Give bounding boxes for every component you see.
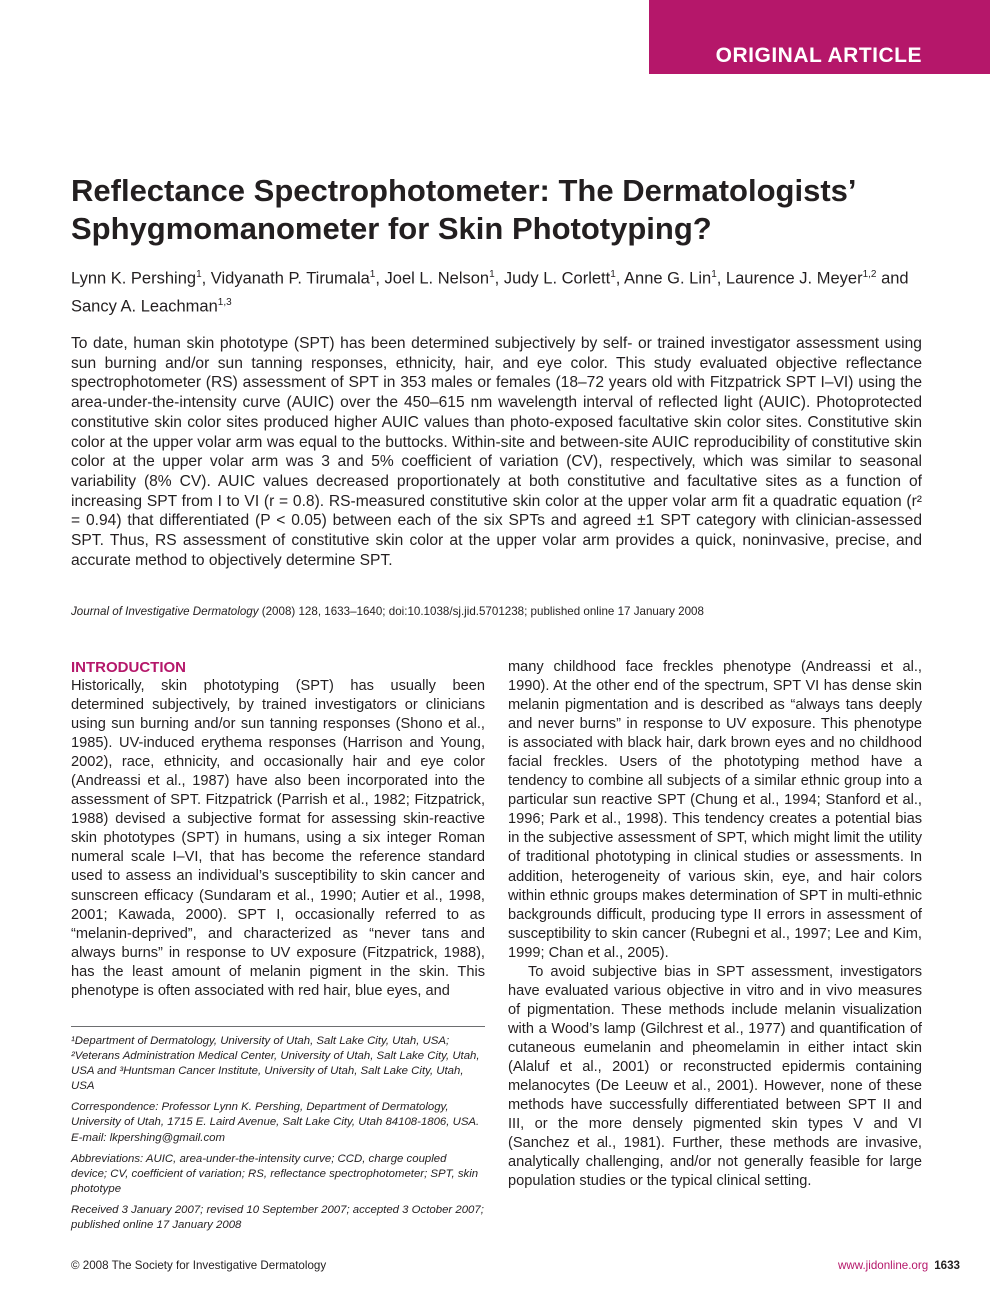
- footnote-divider: [71, 1026, 485, 1027]
- article-type-label: ORIGINAL ARTICLE: [715, 44, 922, 67]
- author-separator: ,: [201, 269, 211, 288]
- footer-copyright: © 2008 The Society for Investigative Dermatology: [71, 1259, 327, 1272]
- author-list: [71, 263, 931, 318]
- author-name: Sancy A. Leachman: [71, 297, 218, 315]
- author-affiliation-marker: 1: [489, 269, 495, 280]
- author-separator: ,: [375, 269, 385, 288]
- author-affiliation-marker: 1: [196, 269, 202, 280]
- section-heading-introduction: INTRODUCTION: [71, 659, 186, 676]
- intro-paragraph-1: Historically, skin phototyping (SPT) has usually been determined subjectively, by trained investigators or clinicians using sun burning and/or sun tanning responses (Shono et al., 1985). UV-induced erythema responses (Harrison and Young, 2002), race, ethnicity, and occasionally hair and eye color (Andreassi et al., 1987) have also been incorporated into the assessment of SPT. Fitzpatrick (Parrish et al., 1982; Fitzpatrick, 1988) devised a subjective format for assessing skin-reactive skin phototypes (SPT) in humans, using a six integer Roman numeral scale I–VI, that has become the reference standard used to assess an individual’s susceptibility to skin cancer and sunscreen efficacy (Sundaram et al., 1990; Autier et al., 1998, 2001; Kawada, 2000). SPT I, occasionally referred to as “melanin-deprived”, and characterized as “never tans and always burns” in response to UV exposure (Fitzpatrick, 1988), has the least amount of melanin pigment in the skin. This phenotype is often associated with red hair, blue eyes, and: [71, 678, 485, 999]
- footnote-abbreviations: Abbreviations: AUIC, area-under-the-intensity curve; CCD, charge coupled device; CV, coefficient of variation; RS, reflectance spectrophotometer; SPT, skin phototype: [71, 1152, 479, 1195]
- author-separator: and: [876, 269, 909, 288]
- author-name: Lynn K. Pershing: [71, 269, 197, 288]
- author-separator: ,: [716, 269, 726, 288]
- author-affiliation-marker: 1: [711, 269, 717, 280]
- article-title: Reflectance Spectrophotometer: The Dermatologists’ Sphygmomanometer for Skin Phototyping?: [71, 173, 855, 246]
- footnote-correspondence: Correspondence: Professor Lynn K. Pershing, Department of Dermatology, University of Utah, 1715 E. Laird Avenue, Salt Lake City, Utah 84108-1806, USA. E-mail: lkpershing@gmail.com: [71, 1101, 480, 1144]
- left-column: [71, 658, 485, 1001]
- journal-url-link[interactable]: www.jidonline.org: [837, 1259, 929, 1272]
- page-number: 1633: [934, 1259, 960, 1272]
- intro-paragraph-2: To avoid subjective bias in SPT assessment, investigators have evaluated various objective in vitro and in vivo measures of pigmentation. These methods include melanin visualization with a Wood’s lamp (Gilchrest et al., 1977) and quantification of cutaneous eumelanin and pheomelamin in either intact skin (Alaluf et al., 2001) or reconstructed epidermis containing melanocytes (De Leeuw et al., 2001). However, none of these methods have successfully differentiated between SPT II and III, or the more densely pigmented skin types V and VI (Sanchez et al., 1981). Further, these methods are invasive, analytically challenging, and/or not generally feasible for large population studies or the typical clinical setting.: [508, 963, 922, 1190]
- author-name: Joel L. Nelson: [384, 269, 490, 288]
- author-separator: ,: [494, 269, 504, 288]
- abstract: To date, human skin phototype (SPT) has been determined subjectively by self- or trained investigator assessment using sun burning and/or sun tanning responses, ethnicity, hair, and eye color. This study evaluated objective reflectance spectrophotometer (RS) assessment of SPT in 353 males or females (18–72 years old with Fitzpatrick SPT I–VI) using the area-under-the-intensity curve (AUIC) over the 450–615 nm wavelength interval of reflected light (AUIC). Photoprotected constitutive skin color sites produced higher AUIC values than photo-exposed facultative skin color sites. Constitutive skin color at the upper volar arm was equal to the buttocks. Within-site and between-site AUIC reproducibility of constitutive skin color at the upper volar arm was 3 and 5% coefficient of variation (CV), respectively, which was similar to seasonal variability (8% CV). AUIC values decreased proportionately at both constitutive and facultative sites as a function of increasing SPT from I to VI (r = 0.8). RS-measured constitutive skin color at the upper volar arm fit a quadratic equation (r² = 0.94) that differentiated (P < 0.05) between each of the six SPTs and agreed ±1 SPT category with clinician-assessed SPT. Thus, RS assessment of constitutive skin color at the upper volar arm provides a quick, noninvasive, precise, and accurate method to objectively determine SPT.: [71, 335, 922, 569]
- footnote-dates: Received 3 January 2007; revised 10 September 2007; accepted 3 October 2007; published online 17 January 2008: [71, 1203, 484, 1232]
- author-affiliation-marker: 1,3: [217, 296, 232, 308]
- author-name: Judy L. Corlett: [503, 269, 611, 288]
- journal-name: Journal of Investigative Dermatology: [71, 605, 259, 618]
- intro-paragraph-1-continued: many childhood face freckles phenotype (Andreassi et al., 1990). At the other end of the spectrum, SPT VI has dense skin melanin pigmentation and is described as “always tans deeply and never burns” in response to UV exposure. This phenotype is associated with black hair, dark brown eyes and no childhood facial freckles. Users of the phototyping method have a tendency to combine all subjects of a similar ethnic group into a particular sun reactive SPT (Chung et al., 1994; Stanford et al., 1996; Park et al., 1998). This tendency creates a potential bias in the subjective assessment of SPT, which might limit the utility of traditional phototyping in clinical studies or assessments. In addition, heterogeneity of various skin, eye, and hair colors within ethnic groups makes determination of SPT in multi-ethnic backgrounds difficult, producing type II errors in assessment of susceptibility to skin cancer (Rubegni et al., 1997; Lee and Kim, 1999; Chan et al., 2005).: [508, 659, 922, 961]
- footnote-affiliations: ¹Department of Dermatology, University of Utah, Salt Lake City, Utah, USA; ²Veterans Administration Medical Center, University of Utah, Salt Lake City, Utah, USA and ³Huntsman Cancer Institute, University of Utah, Salt Lake City, Utah, USA: [71, 1035, 480, 1093]
- author-affiliation-marker: 1: [610, 269, 616, 280]
- footnotes: [71, 1034, 485, 1239]
- author-affiliation-marker: 1,2: [862, 269, 877, 280]
- author-separator: ,: [615, 269, 625, 288]
- citation-line: [71, 604, 931, 619]
- author-name: Vidyanath P. Tirumala: [210, 269, 370, 288]
- citation-details: (2008) 128, 1633–1640; doi:10.1038/sj.jid.5701238; published online 17 January 2008: [258, 605, 704, 618]
- article-type-banner: [649, 0, 990, 74]
- footer-right: [838, 1259, 960, 1272]
- author-affiliation-marker: 1: [369, 269, 376, 280]
- author-name: Anne G. Lin: [624, 269, 712, 288]
- right-column: [508, 658, 922, 1191]
- author-name: Laurence J. Meyer: [725, 269, 863, 288]
